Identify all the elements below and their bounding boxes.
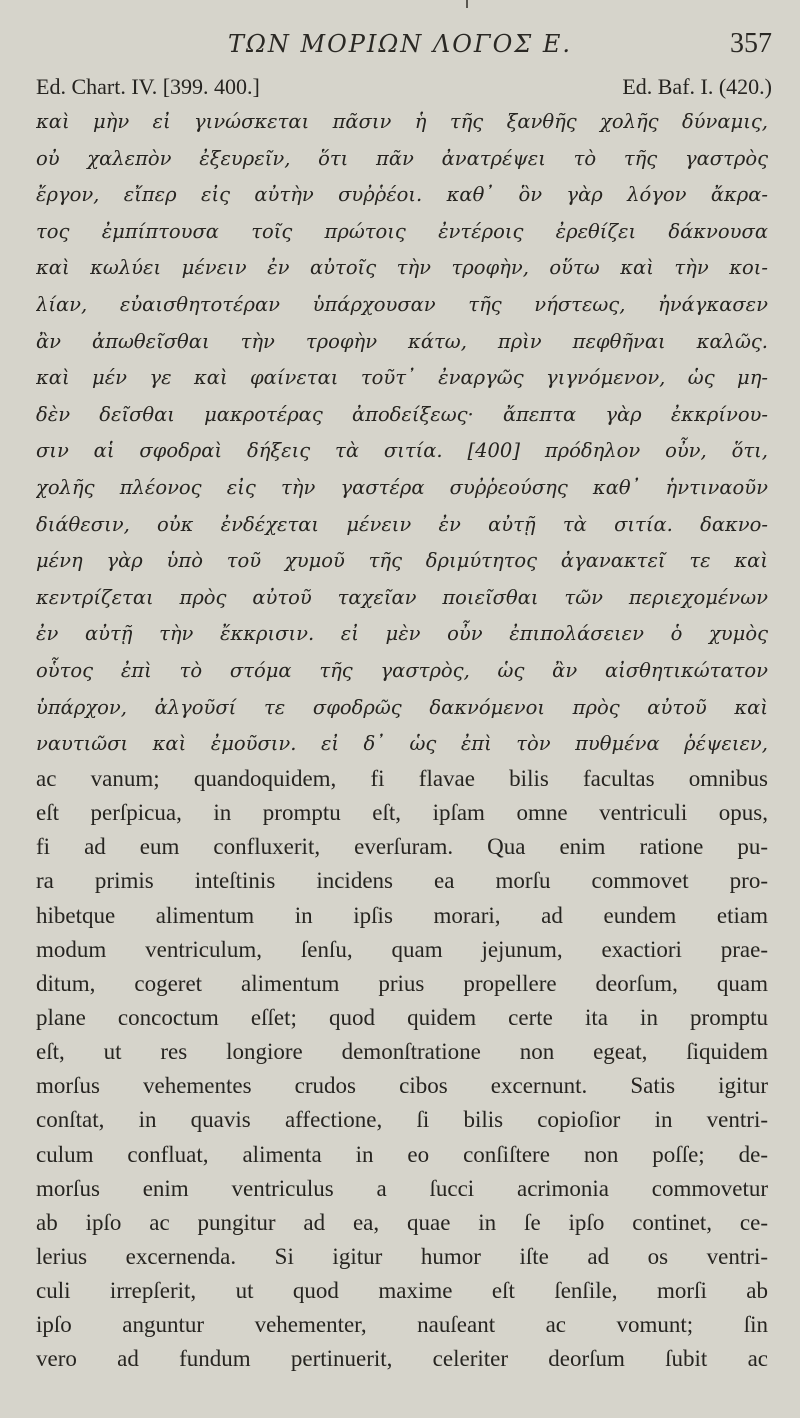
latin-line: morſus vehementes crudos cibos excernunt. Satis igitur: [36, 1073, 768, 1099]
greek-line: χολῆς πλέονος εἰς τὴν γαστέρα συῤῥεούσης καθ᾽ ἡντιναοῦν: [36, 475, 768, 499]
edition-reference-right: Ed. Baf. I. (420.): [622, 74, 772, 99]
greek-line: ἂν ἀπωθεῖσθαι τὴν τροφὴν κάτω, πρὶν πεφθῆναι καλῶς.: [36, 329, 768, 353]
greek-line: δὲν δεῖσθαι μακροτέρας ἀποδείξεως· ἄπεπτα γὰρ ἐκκρίνου-: [36, 402, 768, 426]
greek-line: λίαν, εὐαισθητοτέραν ὑπάρχουσαν τῆς νήστεως, ἠνάγκασεν: [36, 292, 768, 316]
page-number: 357: [730, 28, 772, 59]
latin-line: culum confluat, alimenta in eo conſiſtere non poſſe; de-: [36, 1141, 768, 1167]
running-head: [0, 26, 800, 66]
latin-text-block: [36, 762, 768, 1377]
latin-line: ab ipſo ac pungitur ad ea, quae in ſe ipſo continet, ce-: [36, 1209, 768, 1235]
greek-line: διάθεσιν, οὐκ ἐνδέχεται μένειν ἐν αὐτῇ τὰ σιτία. δακνο-: [36, 512, 768, 536]
greek-line: κεντρίζεται πρὸς αὐτοῦ ταχεῖαν ποιεῖσθαι τῶν περιεχομένων: [36, 585, 768, 609]
latin-line: culi irrepſerit, ut quod maxime eſt ſenſile, morſi ab: [36, 1278, 768, 1304]
latin-line: vero ad fundum pertinuerit, celeriter deorſum ſubit ac: [36, 1346, 768, 1372]
gutter-mark: [466, 0, 468, 8]
greek-line: ὑπάρχον, ἀλγοῦσί τε σφοδρῶς δακνόμενοι πρὸς αὐτοῦ καὶ: [36, 695, 768, 719]
greek-line: καὶ μὴν εἰ γινώσκεται πᾶσιν ἡ τῆς ξανθῆς χολῆς δύναμις,: [36, 110, 768, 133]
latin-line: ra primis inteſtinis incidens ea morſu commovet pro-: [36, 868, 768, 894]
edition-reference-line: [36, 74, 772, 104]
greek-text-block: [36, 104, 768, 763]
latin-line: lerius excernenda. Si igitur humor iſte ad os ventri-: [36, 1243, 768, 1269]
greek-line: ναυτιῶσι καὶ ἐμοῦσιν. εἰ δ᾽ ὡς ἐπὶ τὸν πυθμένα ῥέψειεν,: [36, 732, 768, 756]
running-title: ΤΩΝ ΜΟΡΙΩΝ ΛΟΓΟΣ Ε.: [227, 30, 573, 58]
greek-line: τος ἐμπίπτουσα τοῖς πρώτοις ἐντέροις ἐρεθίζει δάκνουσα: [36, 219, 768, 243]
latin-line: conſtat, in quavis affectione, ſi bilis copioſior in ventri-: [36, 1107, 768, 1133]
latin-line: fi ad eum confluxerit, everſuram. Qua enim ratione pu-: [36, 834, 768, 860]
greek-line: καὶ κωλύει μένειν ἐν αὐτοῖς τὴν τροφὴν, οὕτω καὶ τὴν κοι-: [36, 256, 768, 280]
latin-line: ipſo anguntur vehementer, nauſeant ac vomunt; ſin: [36, 1312, 768, 1338]
latin-line: eſt, ut res longiore demonſtratione non egeat, ſiquidem: [36, 1039, 768, 1065]
latin-line: ditum, cogeret alimentum prius propellere deorſum, quam: [36, 970, 768, 996]
greek-line: μένη γὰρ ὑπὸ τοῦ χυμοῦ τῆς δριμύτητος ἀγανακτεῖ τε καὶ: [36, 549, 768, 573]
latin-line: hibetque alimentum in ipſis morari, ad eundem etiam: [36, 902, 768, 928]
greek-line: ἐν αὐτῇ τὴν ἔκκρισιν. εἰ μὲν οὖν ἐπιπολάσειεν ὁ χυμὸς: [36, 622, 768, 646]
latin-line: ac vanum; quandoquidem, fi flavae bilis facultas omnibus: [36, 766, 768, 791]
greek-line: οὗτος ἐπὶ τὸ στόμα τῆς γαστρὸς, ὡς ἂν αἰσθητικώτατον: [36, 658, 768, 682]
latin-line: morſus enim ventriculus a ſucci acrimonia commovetur: [36, 1175, 768, 1201]
greek-line: ἔργον, εἴπερ εἰς αὐτὴν συῤῥέοι. καθ᾽ ὃν γὰρ λόγον ἄκρα-: [36, 183, 768, 207]
edition-reference-left: Ed. Chart. IV. [399. 400.]: [36, 74, 260, 99]
latin-line: eſt perſpicua, in promptu eſt, ipſam omne ventriculi opus,: [36, 800, 768, 826]
greek-line: σιν αἱ σφοδραὶ δήξεις τὰ σιτία. [400] πρόδηλον οὖν, ὅτι,: [36, 439, 768, 463]
latin-line: modum ventriculum, ſenſu, quam jejunum, exactiori prae-: [36, 936, 768, 962]
latin-line: plane concoctum eſſet; quod quidem certe ita in promptu: [36, 1004, 768, 1030]
greek-line: οὐ χαλεπὸν ἐξευρεῖν, ὅτι πᾶν ἀνατρέψει τὸ τῆς γαστρὸς: [36, 146, 768, 170]
greek-line: καὶ μέν γε καὶ φαίνεται τοῦτ᾽ ἐναργῶς γιγνόμενον, ὡς μη-: [36, 366, 768, 390]
